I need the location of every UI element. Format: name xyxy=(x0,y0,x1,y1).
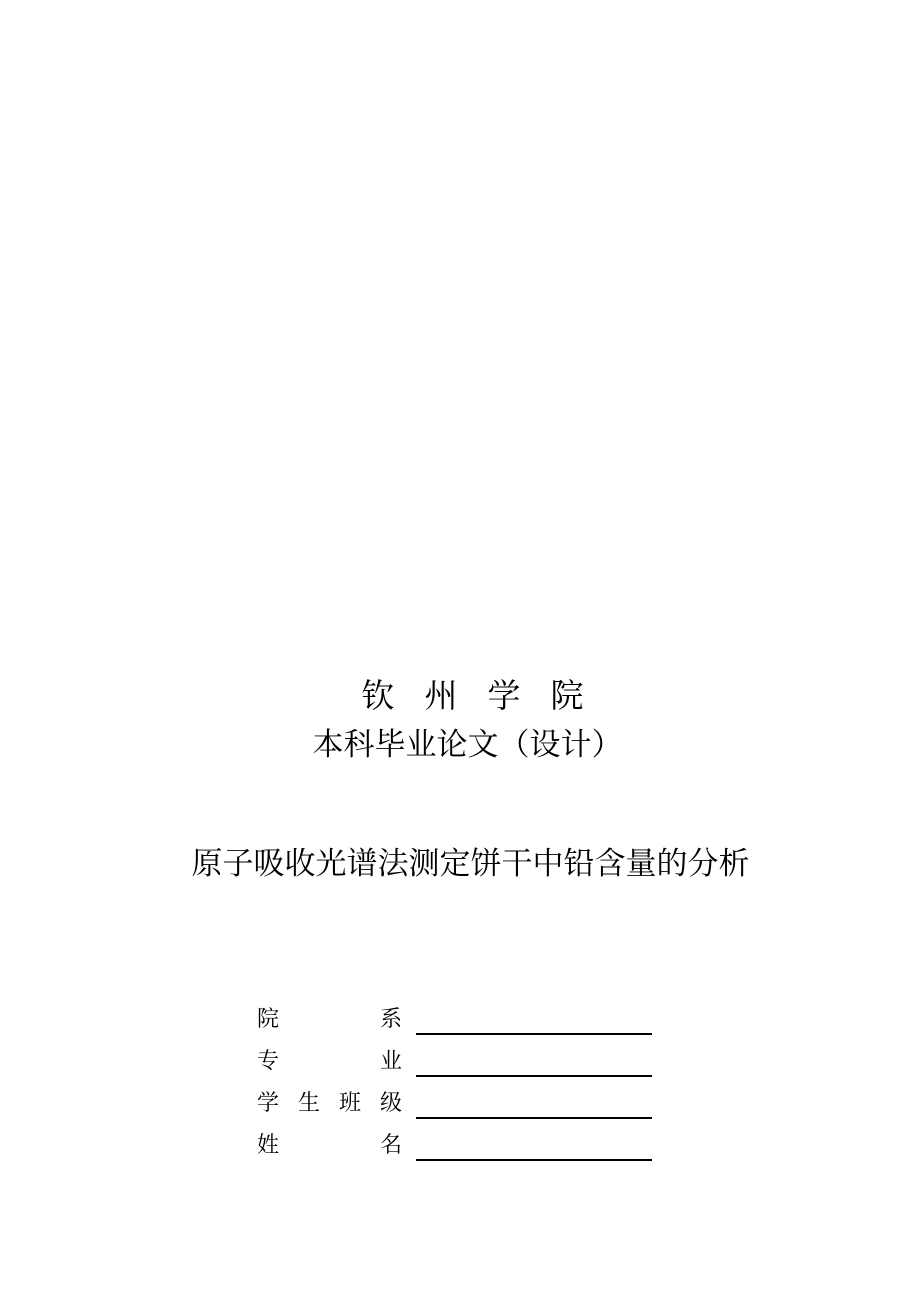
school-name xyxy=(0,674,920,718)
label-char: 生 xyxy=(297,1091,320,1116)
info-row-label xyxy=(256,1006,406,1034)
label-char: 学 xyxy=(256,1091,279,1116)
info-row-name xyxy=(256,1132,656,1160)
thesis-title: 原子吸收光谱法测定饼干中铅含量的分析 xyxy=(191,846,750,882)
info-row-class xyxy=(256,1090,656,1118)
info-row-major xyxy=(256,1048,656,1076)
department-field[interactable] xyxy=(420,1006,648,1032)
info-row-label xyxy=(256,1132,406,1160)
school-name-char: 钦 xyxy=(361,676,395,715)
class-field[interactable] xyxy=(420,1090,648,1116)
major-underline xyxy=(416,1075,652,1077)
label-char: 系 xyxy=(379,1007,402,1032)
major-field[interactable] xyxy=(420,1048,648,1074)
school-name-char: 院 xyxy=(550,676,584,715)
school-name-char: 学 xyxy=(487,676,521,715)
label-char: 级 xyxy=(379,1091,402,1116)
label-char: 业 xyxy=(379,1049,402,1074)
info-row-label xyxy=(256,1090,406,1118)
student-name-field[interactable] xyxy=(420,1132,648,1158)
class-underline xyxy=(416,1117,652,1119)
school-name-char: 州 xyxy=(424,676,458,715)
label-char: 院 xyxy=(256,1007,279,1032)
document-type-subtitle: 本科毕业论文（设计） xyxy=(312,727,623,763)
label-char: 班 xyxy=(338,1091,361,1116)
department-underline xyxy=(416,1033,652,1035)
label-char: 姓 xyxy=(256,1133,279,1158)
info-row-label xyxy=(256,1048,406,1076)
label-char: 名 xyxy=(379,1133,402,1158)
label-char: 专 xyxy=(256,1049,279,1074)
student-name-underline xyxy=(416,1159,652,1161)
info-row-department xyxy=(256,1006,656,1034)
